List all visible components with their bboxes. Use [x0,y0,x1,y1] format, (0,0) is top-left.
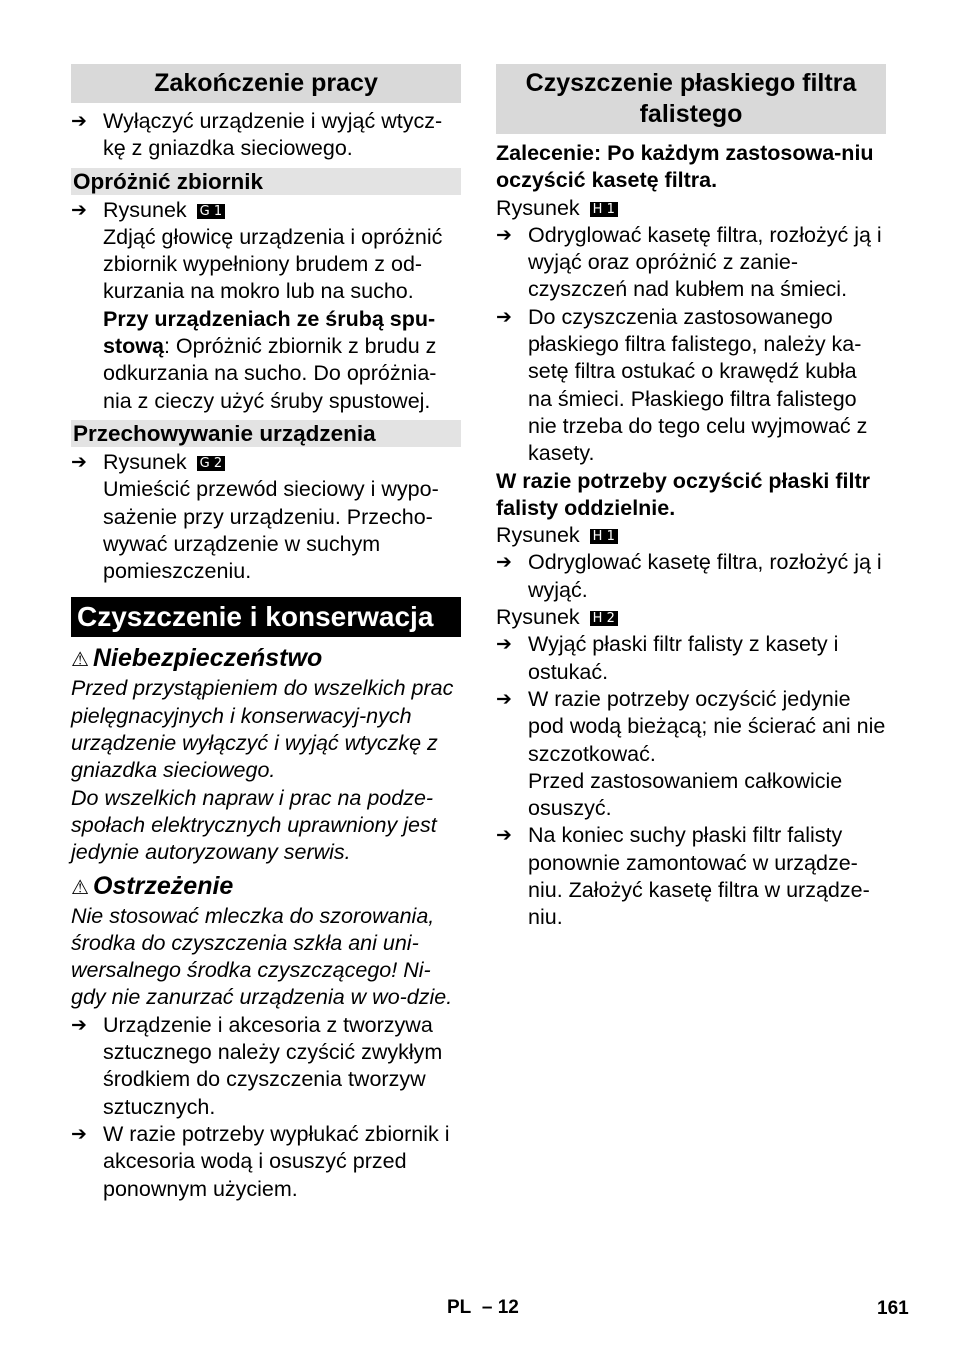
list-item [496,222,886,304]
right-arrow-icon: ➔ [496,306,512,328]
list-item-text: Wyjąć płaski filtr falisty z kasety i ostukać. [528,632,839,684]
footer-section-page: – 12 [481,1297,519,1318]
subheading-oproznic: Opróżnić zbiornik [71,168,461,195]
right-arrow-icon: ➔ [496,634,512,656]
section-heading-zakonczenie: Zakończenie pracy [71,64,461,103]
list-item-text: W razie potrzeby wypłukać zbiornik i akcesoria wodą i osuszyć przed ponownym użyciem. [103,1121,450,1201]
bold-text: Przy urządzeniach ze śrubą spu-stową [103,306,436,359]
figure-badge: H 1 [590,202,618,217]
right-arrow-icon: ➔ [71,451,87,473]
footer-lang: PL [447,1297,472,1318]
right-arrow-icon: ➔ [71,1123,87,1145]
right-arrow-icon: ➔ [71,111,87,132]
list-item [71,197,461,224]
recommendation-text: Zalecenie: Po każdym zastosowa-niu oczyścić kasetę filtra. [496,141,874,193]
list-item [496,686,886,768]
list-item-text: Na koniec suchy płaski filtr falisty ponownie zamontować w urządze-niu. Założyć kasetę filtra w urządze-niu. [528,823,870,930]
footer-page-number: 161 [877,1298,909,1319]
subheading-przechowywanie: Przechowywanie urządzenia [71,420,461,447]
figure-ref-label: Rysunek [103,197,187,222]
figure-badge: H 1 [590,529,618,544]
right-arrow-icon: ➔ [71,199,87,221]
warning-triangle-icon: ⚠ [71,649,89,672]
list-item [496,631,886,686]
warning-title: Ostrzeżenie [93,871,234,900]
footer-lang-page [447,1297,519,1319]
paragraph: Zdjąć głowicę urządzenia i opróżnić zbiornik wypełniony brudem z od-kurzania na mokro lub na sucho. [103,224,443,304]
paragraph: Umieścić przewód sieciowy i wypo-sażenie przy urządzeniu. Przecho-wywać urządzenie w suchym pomieszczeniu. [103,477,439,584]
paragraph: Przed zastosowaniem całkowicie osuszyć. [528,768,843,821]
figure-ref-label: Rysunek [103,449,187,474]
right-arrow-icon: ➔ [71,1014,87,1036]
figure-ref-label: Rysunek [496,195,580,220]
list-item-text: Odryglować kasetę filtra, rozłożyć ją i wyjąć. [528,550,882,602]
list-item-text: Odryglować kasetę filtra, rozłożyć ją i wyjąć oraz opróżnić z zanie-czyszczeń nad kubłem na śmieci. [528,222,882,302]
figure-ref [496,195,886,222]
right-arrow-icon: ➔ [496,224,512,246]
danger-text: Przed przystąpieniem do wszelkich prac pielęgnacyjnych i konserwacyj-nych urządzenie wyłączyć i wyjąć wtyczkę z gniazdka sieciowego. [71,676,454,783]
figure-ref-label: Rysunek [496,605,580,630]
warning-triangle-icon: ⚠ [71,876,89,899]
paragraph [71,306,461,415]
figure-ref-label: Rysunek [496,523,580,548]
figure-badge: G 2 [197,456,225,471]
warning-heading [71,871,461,903]
list-item-text: Wyłączyć urządzenie i wyjąć wtycz-kę z gniazdka sieciowego. [103,109,443,161]
list-item [496,304,886,468]
list-item [71,1012,461,1121]
right-column [496,64,886,932]
bold-note: W razie potrzeby oczyścić płaski filtr falisty oddzielnie. [496,468,870,520]
list-item [496,549,886,604]
list-item [71,449,461,476]
list-item-text: Do czyszczenia zastosowanego płaskiego filtra falistego, należy ka-setę filtra ostukać o krawędź kubła na śmieci. Płaskiego filtra falistego nie trzeba do tego celu wyjmować z kasety. [528,304,868,466]
list-item-text: Urządzenie i akcesoria z tworzywa sztucznego należy czyścić zwykłym środkiem do czyszczenia tworzyw sztucznych. [103,1012,443,1119]
figure-badge: G 1 [197,204,225,219]
warning-text: Nie stosować mleczka do szorowania, środka do czyszczenia szkła ani uni-wersalnego środka czyszczącego! Ni-gdy nie zanurzać urządzenia w wo-dzie. [71,903,453,1010]
list-item [71,1121,461,1203]
danger-text: Do wszelkich napraw i prac na podze-społach elektrycznych uprawniony jest jedynie autoryzowany serwis. [71,785,437,865]
danger-heading [71,643,461,675]
list-item [71,108,461,163]
figure-badge: H 2 [590,611,618,626]
list-item [496,822,886,931]
figure-ref [496,604,886,631]
right-arrow-icon: ➔ [496,688,512,710]
figure-ref [496,522,886,549]
chapter-heading-czyszczenie: Czyszczenie i konserwacja [71,597,461,637]
section-heading-filtr: Czyszczenie płaskiego filtra falistego [496,64,886,134]
paragraph-text: : Opróżnić zbiornik z brudu z odkurzania na sucho. Do opróżnia-nia z cieczy użyć śruby spustowej. [103,334,437,413]
right-arrow-icon: ➔ [496,825,512,847]
right-arrow-icon: ➔ [496,552,512,574]
left-column [71,64,461,1203]
list-item-text: W razie potrzeby oczyścić jedynie pod wodą bieżącą; nie ścierać ani nie szczotkować. [528,686,886,766]
danger-title: Niebezpieczeństwo [93,644,323,673]
